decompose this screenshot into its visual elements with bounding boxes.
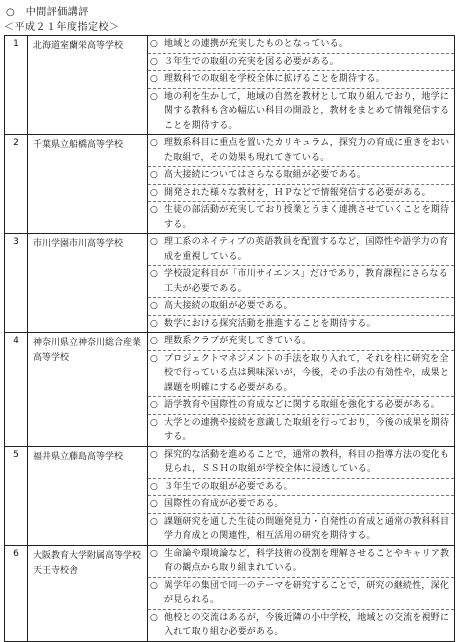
row-number: 2 [5, 135, 28, 233]
comment-text: 理数系科目に重点を置いたカリキュラム，探究力の育成に重きをおいた取組で，その効果も現れてきている。 [164, 138, 450, 163]
evaluation-table [4, 35, 455, 642]
page-subheading: ＜平成２１年度指定校＞ [4, 22, 120, 33]
comment-list [148, 234, 454, 332]
comment-text: 探究的な活動を進めることで，通常の教科，科目の指導方法の変化も見られ，ＳＳＨの取組が学校全体に浸透している。 [164, 449, 450, 474]
table-row [5, 545, 454, 641]
comment-text: 他校との交流はあるが，今後近隣の小中学校，地域との交流を視野に入れて取り組む必要がある。 [164, 612, 450, 637]
comment-text: 理工系のネイティブの英語教員を配置するなど，国際性や語学力の育成を重視している。 [164, 237, 449, 262]
comment-text: 高大接続の取組が必要である。 [164, 301, 293, 311]
comment-list [148, 36, 454, 134]
circle-bullet-icon: ○ [150, 580, 158, 591]
comment-text: 国際性の育成が必要である。 [164, 499, 284, 509]
table-row [5, 446, 454, 545]
circle-bullet-icon: ○ [150, 516, 158, 527]
comment-text: プロジェクトマネジメントの手法を取り入れて，それを柱に研究を全校で行っている点は興味深いが，今後，その手法の有効性や，成果と課題を明確にする必要がある。 [164, 353, 450, 393]
circle-bullet-icon: ○ [150, 269, 158, 279]
comment-text: 大学との連携や接続を意識した取組を行っており，今後の成果を期待する。 [164, 417, 450, 442]
circle-bullet-icon: ○ [150, 417, 158, 428]
table-row [5, 36, 454, 134]
circle-bullet-icon: ○ [150, 237, 158, 247]
school-name: 神奈川県立神奈川総合産業高等学校 [28, 333, 148, 446]
comment-text: 生命論や環境論など，科学技術の役割を理解させることやキャリア教育の観点から取り組まれている。 [164, 548, 450, 573]
circle-bullet-icon: ○ [150, 138, 158, 148]
row-number: 1 [5, 36, 28, 134]
circle-bullet-icon: ○ [150, 449, 158, 460]
comment-text: 課題研究を通した生徒の問題発見力・自発性の育成と通常の教科科目学力育成との関連性，相互活用の研究を期待する。 [164, 516, 450, 541]
circle-bullet-icon: ○ [150, 205, 158, 215]
comment-text: 語学教育や国際性の育成などに関する取組を強化する必要がある。 [164, 400, 441, 410]
comment-list [148, 135, 454, 233]
table-row [5, 134, 454, 233]
comment-text: 理数系クラブが充実してきている。 [164, 336, 312, 346]
comment-item [148, 297, 454, 315]
circle-bullet-icon: ○ [150, 336, 158, 346]
comment-item [148, 265, 454, 297]
comment-item [148, 184, 454, 202]
school-name: 市川学園市川高等学校 [28, 234, 148, 332]
row-number: 4 [5, 333, 28, 446]
comment-text: 地の利を生かして，地域の自然を教材として取り組んでおり，地学に関する教科も含め幅広い科目の開設と，教材をまとめて情報発信することを期待する。 [164, 91, 450, 131]
circle-bullet-icon: ○ [150, 400, 158, 410]
comment-text: 異学年の集団で同一のテーマを研究することで，研究の継続性，深化が見られる。 [164, 580, 450, 605]
school-name: 福井県立藤島高等学校 [28, 447, 148, 545]
comment-text: 数学における探究活動を推進することを期待する。 [164, 318, 376, 329]
comment-text: 理数科での取組を学校全体に拡げることを期待する。 [164, 74, 385, 84]
circle-bullet-icon: ○ [150, 187, 158, 198]
comment-item [148, 447, 454, 478]
school-name: 千葉県立船橋高等学校 [28, 135, 148, 233]
comment-text: 地域との連携が充実したものとなっている。 [164, 39, 349, 49]
comment-item [148, 70, 454, 88]
row-number: 5 [5, 447, 28, 545]
comment-text: ３年生での取組が必要である。 [164, 481, 293, 492]
circle-bullet-icon: ○ [150, 91, 158, 102]
circle-bullet-icon: ○ [150, 56, 158, 67]
comment-item [148, 350, 454, 397]
row-number: 3 [5, 234, 28, 332]
circle-bullet-icon: ○ [150, 481, 158, 492]
comment-item [148, 414, 454, 446]
comment-list [148, 333, 454, 446]
comment-text: 開発された様々な教材を，ＨＰなどで情報発信する必要がある。 [164, 187, 431, 198]
school-name: 北海道室蘭栄高等学校 [28, 36, 148, 134]
row-number: 6 [5, 546, 28, 641]
comment-item [148, 478, 454, 496]
comment-item [148, 396, 454, 414]
comment-item [148, 201, 454, 233]
circle-bullet-icon: ○ [150, 499, 158, 509]
table-row [5, 332, 454, 446]
comment-item [148, 513, 454, 545]
comment-item [148, 495, 454, 513]
comment-item [148, 234, 454, 265]
comment-item [148, 333, 454, 350]
comment-item [148, 315, 454, 333]
circle-bullet-icon: ○ [150, 612, 158, 623]
comment-text: 高大接続についてはさらなる取組が必要である。 [164, 170, 367, 180]
circle-bullet-icon: ○ [150, 39, 158, 49]
comment-text: 生徒の部活動が充実しており授業とうまく連携させていくことを期待する。 [164, 205, 450, 230]
comment-item [148, 135, 454, 166]
circle-bullet-icon: ○ [150, 548, 158, 559]
comment-item [148, 36, 454, 53]
comment-item [148, 577, 454, 609]
comment-text: ３年生での取組の充実を図る必要がある。 [164, 56, 339, 67]
circle-bullet-icon: ○ [150, 74, 158, 84]
comment-list [148, 546, 454, 641]
comment-item [148, 88, 454, 135]
table-row [5, 233, 454, 332]
comment-list [148, 447, 454, 545]
comment-item [148, 166, 454, 184]
page-heading: ○ 中間評価講評 [6, 7, 89, 18]
circle-bullet-icon: ○ [150, 170, 158, 180]
circle-bullet-icon: ○ [150, 318, 158, 329]
circle-bullet-icon: ○ [150, 353, 158, 364]
comment-item [148, 53, 454, 71]
circle-bullet-icon: ○ [150, 301, 158, 311]
comment-item [148, 609, 454, 641]
comment-text: 学校設定科目が「市川サイエンス」だけであり，教育課程にさらなる工夫が必要である。 [164, 269, 448, 294]
comment-item [148, 546, 454, 577]
school-name: 大阪教育大学附属高等学校天王寺校舎 [28, 546, 148, 641]
